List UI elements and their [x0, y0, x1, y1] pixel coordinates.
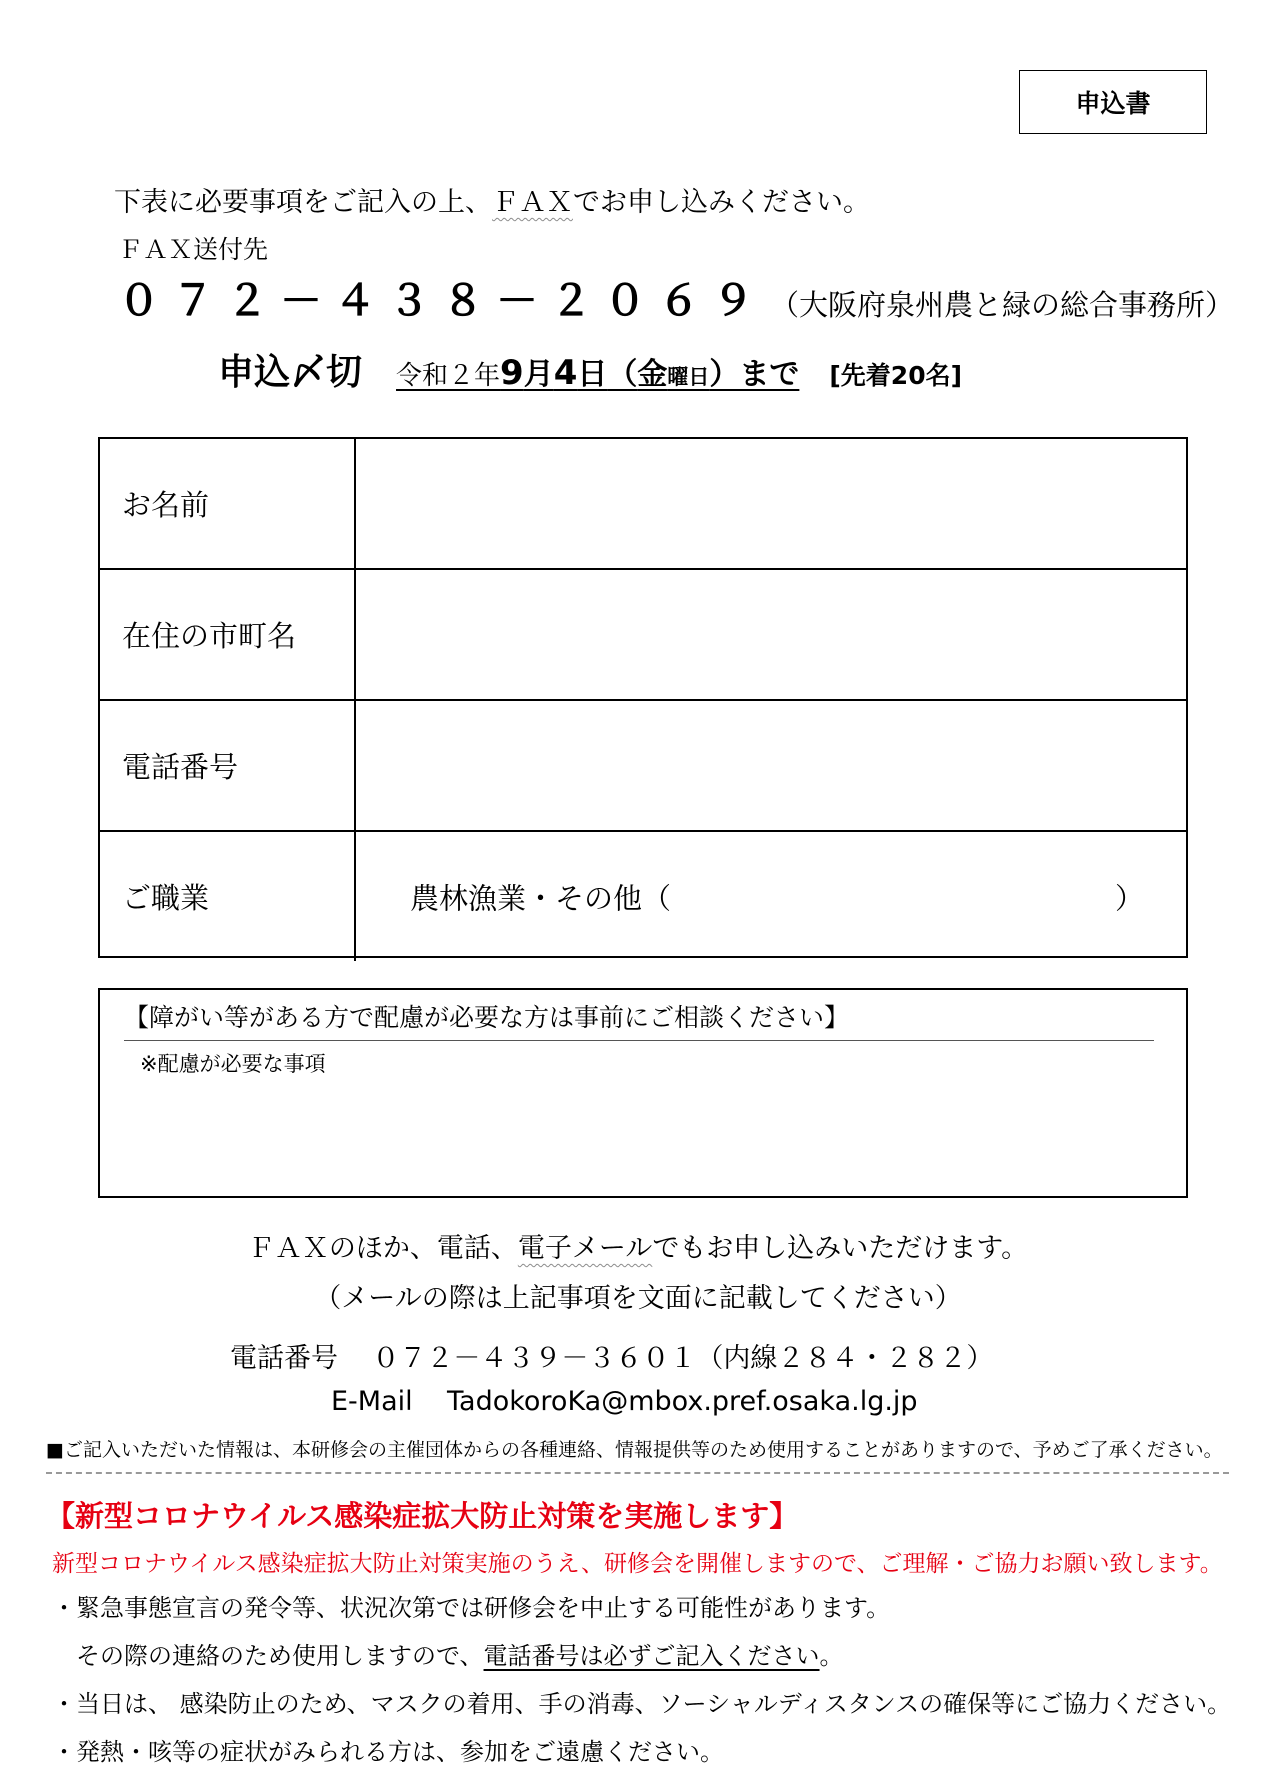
occupation-field[interactable]	[355, 831, 1186, 961]
deadline-date	[396, 349, 799, 393]
intro-fax: ＦＡＸ	[492, 187, 573, 218]
other-ways-after: でもお申し込みいただけます。	[652, 1233, 1029, 1264]
deadline-era: 令和２年	[396, 361, 501, 391]
intro-before: 下表に必要事項をご記入の上、	[114, 187, 492, 218]
covid-note-prevention: ・当日は、 感染防止のため、マスクの着用、手の消毒、ソーシャルディスタンスの確保等にご協力ください。	[52, 1690, 1232, 1718]
dashed-separator	[46, 1472, 1229, 1474]
deadline-month: 9	[500, 353, 524, 393]
phone-field[interactable]	[355, 700, 1186, 831]
table-row	[100, 569, 1186, 700]
deadline-row	[218, 344, 962, 395]
covid-note-phone-underlined: 電話番号は必ずご記入ください	[483, 1642, 820, 1670]
occupation-close-paren: ）	[1114, 881, 1144, 915]
form-title: 申込書	[1075, 89, 1151, 118]
covid-note-phone	[76, 1636, 844, 1671]
covid-lead: 新型コロナウイルス感染症拡大防止対策実施のうえ、研修会を開催しますので、ご理解・ご協力お願い致します。	[52, 1551, 1223, 1577]
deadline-day: 4	[553, 353, 578, 393]
intro-text	[114, 180, 870, 219]
covid-title: 【新型コロナウイルス感染症拡大防止対策を実施します】	[46, 1499, 799, 1533]
contact-phone-number: ０７２－４３９－３６０１（内線２８４・２８２）	[372, 1343, 994, 1374]
fax-label: ＦＡＸ送付先	[118, 235, 269, 264]
fax-office: （大阪府泉州農と緑の総合事務所）	[770, 288, 1235, 322]
phone-label: 電話番号	[100, 700, 355, 831]
contact-phone-label: 電話番号	[230, 1343, 338, 1374]
fax-row	[118, 268, 1234, 328]
intro-after: でお申し込みください。	[573, 187, 870, 218]
deadline-weekday-suffix: 曜日	[667, 365, 710, 389]
consultation-subtitle: ※配慮が必要な事項	[140, 1052, 326, 1076]
application-form-table	[98, 437, 1188, 958]
mail-note: （メールの際は上記事項を文面に記載してください）	[314, 1283, 962, 1314]
contact-email-address[interactable]: TadokoroKa@mbox.pref.osaka.lg.jp	[447, 1386, 918, 1417]
consultation-divider	[124, 1040, 1154, 1041]
municipality-field[interactable]	[355, 569, 1186, 700]
privacy-notice: ■ご記入いただいた情報は、本研修会の主催団体からの各種連絡、情報提供等のため使用することがありますので、予めご了承ください。	[46, 1439, 1223, 1461]
other-ways-before: ＦＡＸのほか、電話、	[247, 1233, 518, 1264]
deadline-close: ）まで	[709, 357, 800, 392]
deadline-open-paren: （	[607, 357, 638, 392]
form-title-box	[1019, 70, 1207, 134]
table-row	[100, 439, 1186, 569]
name-label: お名前	[100, 439, 355, 569]
consultation-box[interactable]	[98, 988, 1188, 1198]
deadline-label: 申込〆切	[218, 352, 363, 393]
consultation-title: 【障がい等がある方で配慮が必要な方は事前にご相談ください】	[124, 1003, 850, 1032]
deadline-day-unit: 日	[577, 357, 608, 392]
table-row	[100, 700, 1186, 831]
name-field[interactable]	[355, 439, 1186, 569]
covid-note-cancellation: ・緊急事態宣言の発令等、状況次第では研修会を中止する可能性があります。	[52, 1594, 891, 1622]
deadline-weekday: 金	[637, 357, 668, 392]
covid-note-phone-after: 。	[819, 1642, 844, 1670]
fax-number: ０７２－４３８－２０６９	[118, 276, 767, 325]
other-ways-text	[0, 1226, 1276, 1265]
capacity-label: [先着20名]	[829, 361, 963, 390]
occupation-options: 農林漁業・その他（	[410, 881, 672, 915]
table-row	[100, 831, 1186, 961]
other-ways-mail: 電子メール	[517, 1233, 653, 1264]
contact-phone	[230, 1336, 993, 1375]
deadline-month-unit: 月	[523, 357, 554, 392]
municipality-label: 在住の市町名	[100, 569, 355, 700]
covid-note-symptoms: ・発熱・咳等の症状がみられる方は、参加をご遠慮ください。	[52, 1738, 724, 1766]
covid-note-phone-before: その際の連絡のため使用しますので、	[76, 1642, 484, 1670]
occupation-label: ご職業	[100, 831, 355, 961]
contact-email-label: E-Mail	[331, 1386, 413, 1417]
contact-email	[331, 1386, 918, 1417]
